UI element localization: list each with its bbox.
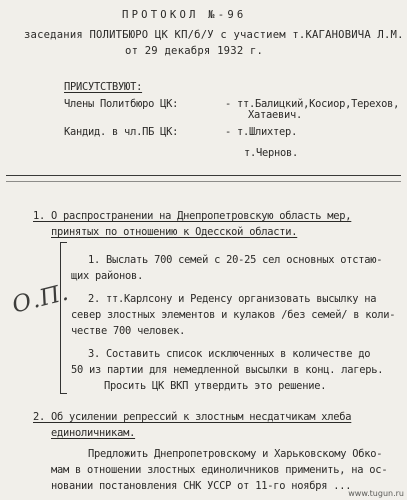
document-title: ПРОТОКОЛ №-96: [122, 9, 247, 21]
section-divider-shadow: [6, 181, 401, 182]
attendance-heading: ПРИСУТСТВУЮТ:: [64, 81, 143, 93]
item1-point2-cont: север злостных элементов и кулаков /без семей/ в коли-: [71, 309, 396, 321]
members-label: Члены Политбюро ЦК:: [64, 98, 179, 110]
item2-heading: 2. Об усилении репрессий к злостным несдатчикам хлеба: [33, 411, 352, 423]
item2-body-cont: мам в отношении злостных единоличников применить, на ос-: [51, 464, 388, 476]
item1-request: Просить ЦК ВКП утвердить это решение.: [104, 380, 327, 392]
candidates-names-cont: т.Чернов.: [244, 147, 299, 159]
item1-point2-cont2: честве 700 человек.: [71, 325, 186, 337]
item1-point3: 3. Составить список исключенных в количестве до: [88, 348, 371, 360]
candidates-names: - т.Шлихтер.: [225, 126, 298, 138]
item2-heading-cont: единоличникам.: [51, 427, 136, 439]
session-date: от 29 декабря 1932 г.: [125, 45, 264, 57]
item1-point3-cont: 50 из партии для немедленной высылки в конц. лагерь.: [71, 364, 384, 376]
members-names: - тт.Балицкий,Косиор,Терехов,: [225, 98, 400, 110]
item2-body: Предложить Днепропетровскому и Харьковскому Обко-: [88, 448, 383, 460]
item1-heading: 1. О распространении на Днепропетровскую область мер,: [33, 210, 352, 222]
item1-point1: 1. Выслать 700 семей с 20-25 сел основных отстаю-: [88, 254, 383, 266]
section-divider: [6, 175, 401, 176]
item2-body-cont2: новании постановления СНК УССР от 11-го ноября ...: [51, 480, 352, 492]
session-line: заседания ПОЛИТБЮРО ЦК КП/б/У с участием т.КАГАНОВИЧА Л.М.: [24, 29, 404, 41]
item1-point2: 2. тт.Карлсону и Реденсу организовать высылку на: [88, 293, 377, 305]
handwritten-note: О.П.: [9, 279, 72, 319]
item1-point1-cont: щих районов.: [71, 270, 144, 282]
watermark: www.tugun.ru: [348, 489, 404, 498]
item1-heading-cont: принятых по отношению к Одесской области.: [51, 226, 298, 238]
members-names-cont: Хатаевич.: [248, 109, 303, 121]
candidates-label: Кандид. в чл.ПБ ЦК:: [64, 126, 179, 138]
margin-bracket: [60, 242, 67, 394]
